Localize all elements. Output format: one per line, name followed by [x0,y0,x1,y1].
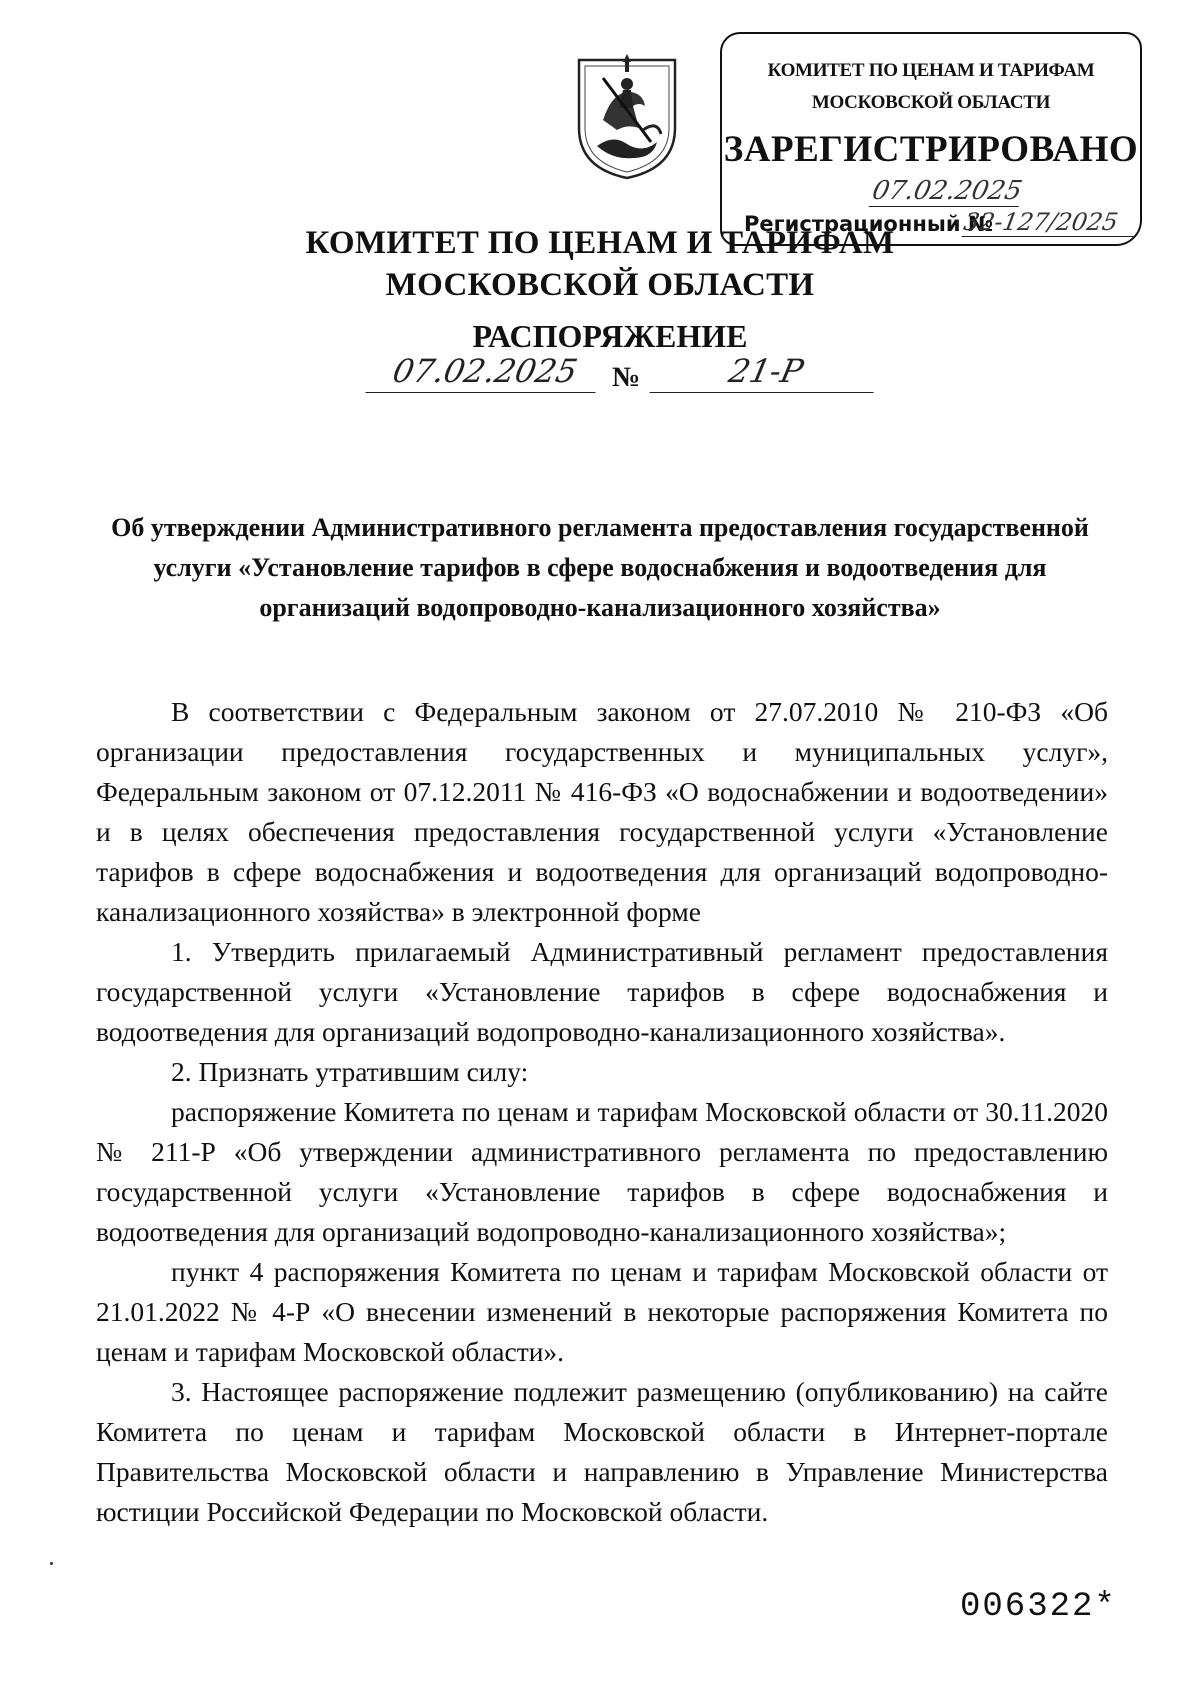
stamp-org-line1: КОМИТЕТ ПО ЦЕНАМ И ТАРИФАМ [767,60,1095,81]
org-title-line1: КОМИТЕТ ПО ЦЕНАМ И ТАРИФАМ [305,225,895,261]
document-number: 21-Р [649,350,882,393]
preamble-paragraph: В соответствии с Федеральным законом от 27.07.2010 № 210-ФЗ «Об организации предоставления государственных и муниципальных услуг», Федеральным законом от 07.12.2011 № 416-ФЗ «О водоснабжении и водоотведении» и в целях обеспечения предоставления государственной услуги «Установление тарифов в сфере водоснабжения и водоотведения для организаций водопроводно-канализационного хозяйства» в электронной форме [96,696,1108,927]
document-body [96,692,1108,1532]
clause-1: 1. Утвердить прилагаемый Административный регламент предоставления государственной услуги «Установление тарифов в сфере водоснабжения и водоотведения для организаций водопроводно-канализационного хозяйства». [96,936,1108,1047]
document-subject: Об утверждении Административного регламента предоставления государственной услуги «Установление тарифов в сфере водоснабжения и водоотведения для организаций водопроводно-канализационного хозяйства» [111,513,1089,622]
scan-speck [50,1562,53,1565]
document-date: 07.02.2025 [365,350,604,393]
clause-2-item-1: распоряжение Комитета по ценам и тарифам Московской области от 30.11.2020 № 211-Р «Об утверждении административного регламента по предоставлению государственной услуги «Установление тарифов в сфере водоснабжения и водоотведения для организаций водопроводно-канализационного хозяйства»; [96,1096,1108,1247]
clause-2-item-2: пункт 4 распоряжения Комитета по ценам и тарифам Московской области от 21.01.2022 № 4-Р «О внесении изменений в некоторые распоряжения Комитета по ценам и тарифам Московской области». [96,1256,1108,1367]
document-number-label: № [612,362,641,393]
org-title-line2: МОСКОВСКОЙ ОБЛАСТИ [385,267,815,303]
stamp-reg-number: 32-127/2025 [961,208,1138,237]
coat-of-arms-icon [573,50,681,182]
registration-stamp [720,32,1142,246]
stamp-reg-label: Регистрационный № [744,212,994,236]
stamp-org-line2: МОСКОВСКОЙ ОБЛАСТИ [811,92,1051,113]
document-type: РАСПОРЯЖЕНИЕ [472,318,748,354]
clause-3: 3. Настоящее распоряжение подлежит размещению (опубликованию) на сайте Комитета по ценам и тарифам Московской области в Интернет-портале Правительства Московской области и направлению в Управление Министерства юстиции Российской Федерации по Московской области. [96,1376,1108,1527]
clause-2: 2. Признать утратившим силу: [171,1056,529,1087]
stamp-date: 07.02.2025 [869,176,1025,206]
stamp-status: ЗАРЕГИСТРИРОВАНО [723,129,1139,170]
organization-title [280,222,920,306]
serial-number: 006322* [960,1588,1117,1626]
